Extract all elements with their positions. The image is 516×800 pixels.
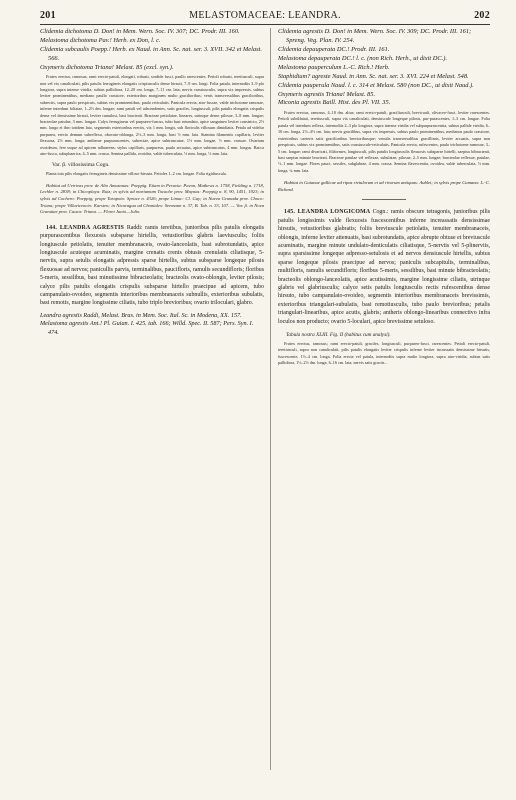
synonym-entry: Clidemia depauperata DC.! Prodr. III. 161. — [278, 45, 390, 53]
right-page-number: 202 — [474, 10, 490, 21]
species-description: Frutex erectus, ramosus; rami erecto-patuli, graciles, longiusculi, purpureo-fusci, rarescentes. Petioli erecto-patuli, teretiusculi, supra non canaliculati, pilis patulis elongatis leviter crispulis inferne leviter incrassatis densissime hirsutis, fuscescente, 1½–4 cm. longa. Folia erecta vel patula, internodiis supra multo longiora, supra atro-viridia, subtus satis pallidiora, 1½–2½ dm. longa, 6–16 cm. lata; nervis satis graciis... — [278, 341, 490, 366]
synonym-list — [278, 28, 490, 108]
synonym-entry: Clidemia pauperula Naud. l. c. 314 et Melast. 580 (non DC., ut dixit Naud.). — [278, 81, 474, 89]
synonym-entry: Clidemia dichotoma D. Don! in Mem. Wern. Soc. IV. 307; DC. Prodr. III. 160. — [40, 28, 240, 35]
left-page-number: 201 — [40, 10, 56, 21]
synonym-entry: Oxymeris dichotoma Triana! Melast. 85 (excl. syn.). — [40, 63, 174, 71]
synonym-list — [40, 28, 264, 72]
synonym-entry: Melastoma pauperculum L.-C. Rich.! Herb. — [278, 63, 390, 71]
species-description: Frutex erectus, ramosus, 4–10 dm. altus; rami erecto-patuli, graciliusculi, brevicauli, olivaceo-fusci, leviter rarescentes. Petioli subdilatati, teretiusculi, supra vix canaliculati, densiuscule longeque pilosis, pur-purascentes, 1–3 cm. longae. Folia patula vel interdum reflexa, internodiis 2–3 plo longiora, supra intense viridia vel subpurpurascentia, subtus pallide viridia, 6–10 cm. longa, 2½–4½ cm. lata; nervis gracilibus, supra vix impressis, subtus paulo prominentibus, medianos paulo crassiore, exterioribus caeteris satis gracilioribus brevioribusque; venulis transversalibus gracillimis, leviter arcuatis, supra non perspicuis, subtus vix prominentibus, satis crassiuscule-reticulatis. Panicula erecta, rufescentes, paulo trichotome ramosae, 3–5 cm. longae; rami divaricati, filiformes, longiusculi, pilis patulis longiusculis flexuosis subsparse hirtelli, saepius bibracteati, basi saepius minute bracteati. Bracteae patulae vel reflexae, subulatae, pilosae, 2–5 mm. longae; bracteolae reflexae, patulae, ½–1 mm. longae. Flores pauci, sessiles, subglabrae, 4 mm. crassa. Semina flavescentia, ovoidea, valde tuberculata, ⅓ mm. longa, ¼ mm. lata. — [278, 110, 490, 173]
species-entry-144 — [40, 224, 264, 308]
species-entry-145 — [278, 208, 490, 326]
synonym-entry: Staphidium? agreste Naud. in Ann. Sc. nat. ser. 3. XVI. 224 et Melast. 548. — [278, 72, 469, 80]
species-name: LEANDRA AGRESTIS — [59, 224, 127, 231]
variety-heading: Var. β. villosissima Cogn. — [52, 162, 110, 169]
species-number: 145. — [284, 209, 298, 216]
page-header — [40, 10, 490, 24]
species-number: 144. — [46, 224, 60, 231]
species-diagnosis: Raddi: ramis teretibus, junioribus pilis patulis elongatis purpurascentibus flexuosis subsparse hirtellis, vetustioribus glabris laeviusculis; foliis longiuscule petiolatis, tenuiter membranaceis, ovato-lanceolatis, basi subrotundatis, apice longiuscule acuteque acuminatis, margine crenatis crenis obtusis crenulatis ciliatisque, 5-nerviis, supra setulis elongatis adpressis sparse hirtellis, subtus subsparse longeque pilosis flexuosae ad nervos; panicullis parvis, terminalibus, paucifloris, ramulis secundifloris; floribus 5-meris, sessilibus, basi minutissime bibracteolatis; bracteolis ovato-oblongis, leviter pilosis; calyce pilis patulis elongatis crispulis subsparse hirtello praecipue ad apicem, tubo campanulato-ovoideo, segmentis interioribus membranaceis subnullis, exterioribus subulatis, basi remotis, margine longissime ciliatis, tubo triplo brevioribus; ovario triloculari, glabro. — [40, 224, 264, 307]
plate-reference: Tabula nostra XLIII. Fig. II (habitus cum analysi). — [286, 332, 391, 339]
left-column — [40, 28, 264, 774]
habitat-note: Habitat ad Uvirivas prov. de Alto Amazonas: Poeppig. Etiam in Peruvia: Pavon, Mathews n. 1758, Fielding n. 1718, Lechler n. 2838; in Chicoplaya: Ruiz; in sylvis ad mariamum Tocache prov. Maynas: Poeppig n. 8, 90, 1451, 1923; in sylvis ad Cochero: Poeppig; prope Tarapoto: Spruce n. 4326; prope Limac: Cl. Gay; in Nueva Granada prov. Choco: Triana; prope Villavicencio: Karsten; in Nicaragua ad Chontales: Seemann n. 37, B. Tab. n. 33, 107. — Var. β. in Nova Granatae prov. Cauca: Triana. — Floret Junio—Julio. — [40, 182, 264, 215]
header-rule — [40, 24, 490, 25]
synonym-entry: Clidemia subcaulis Poepp.! Herb. ex Naud. in Ann. Sc. nat. ser. 3. XVII. 342 et Melast. 566. — [40, 45, 262, 62]
running-title: MELASTOMACEAE: LEANDRA. — [189, 10, 341, 21]
synonym-entry: Melastoma depauperata DC.! l. c. (non Rich. Herb., ut dixit DC.). — [278, 54, 447, 62]
species-name: LEANDRA LONGICOMA — [297, 209, 373, 216]
species-diagnosis: Cogn.: ramis obscure tetragonis, junioribus pilis patulis longissimis valde flexuosis fuscescentibus inferne increassatis densissimae hirsutis, vetustioribus glabratis; foliis breviuscule petiolatis, tenuiter membranaceis, oblongis, inferne leviter attenuatis, basi subrotundatis, apice abrupte obtuse et breviuscule acuminatis, margine minute undulato-denticulatis ciliatisque, 5-nerviis vel 5-plinerviis, supra sparsissime longeque adpresso-setulosis et ad nervos densiuscule hirtellis, subtus sparse longeque pilosis praecipue ad nervos; paniculis subcapitulis, terminalibus, multifloris, ramulis secundifloris; floribus 5-meris, sessilibus, basi minute bibracteolatis; bracteolis oblongo-lanceolatis, apice acutissimis, margine longissime ciliatis, utrinque glabris vel glabriusculis; calyce setis patulis longiusculis rectis rufescentibus dense hirsuto, tubo campanulato-ovoideo, segmentis interioribus membranaceis brevissimis, exterioribus triangulari-subulatis, basi remotiusculis, tubo paulo brevioribus; petalis triangulari-linearibus, apice acutis, glabris; antheris oblongo-linearibus connectivo infra loculos non producto; ovario 5-loculari, apice brevissime setuloso. — [278, 209, 490, 325]
habitat-note: Habitat in Guianae gallicae ad ripas riviulorum et ad rivorum antiquus: Aublet; in sylvis prope Cumana: L.-C. Richard. — [278, 180, 490, 192]
right-column — [278, 28, 490, 774]
column-divider — [270, 28, 271, 770]
reference-entry: Melastoma agrestis Ant.! Pl. Guian. I. 425. tab. 166; Willd. Spec. II. 587; Pers. Syn. I. 474. — [40, 320, 254, 337]
synonym-entry: Melastoma dichotoma Pav.! Herb. ex Don, l. c. — [40, 36, 161, 44]
species-references — [40, 312, 264, 338]
synonym-entry: Miconia agrestis Baill. Hist. des Pl. VII. 35. — [278, 99, 391, 107]
reference-entry: Leandra agrestis Raddi, Melast. Bras. in Mem. Soc. Ital. Sc. in Modena, XX. 157. — [40, 311, 242, 319]
species-description: Frutex erectus, ramosus; rami erecto-patuli, elongati, robusti, sordide fusci, paullo rarescentes. Petioli robusti, teretiusculi, supra non vel vix canaliculati, pilis patulis ferrugineis elongatis crispiusculis dense hirsuti, 7–9 cm. longi. Folia patula, internodiis 3–9 plo longiora, supra intense viridia, subtus pallidiora, 12–20 cm. longa, 7–11 cm. lata; nervis crassiusculis, supra vix impressis, subtus leviter prominentibus, mediano paullo crassiore, exterioribus marginem multo gracilioribus; venis transversalibus gracilioribus, subrectis, supra paulo perspicuis, subtus vix prominentibus, paulo reticulatis. Panicula erecta, atro-fuscae, valde trichotome ramosae, inferne interdum foliatae, 1–2½ dm. longae; rami patuli vel adscendentes, satis graciles, longiusculi, pilis patulis elongatis crispulis dense vel densissime hirsuti, leviter ramulosi, basi bracteati. Bracteae petiolatae, lineares, utrinque dense pilosae, 3–8 mm. longae; bracteolae patulae, 3 mm. longae. Calyx ferrugineus vel purpureo-fuscus, tubo basi rotundato, apice sanguineo leviter constricto, 2½ mm. longo et ibro totidem lato, segmentis exterioribus erectis, vix 1 mm. longis, sub floriculis villosum dimidiatis. Petala ad videlur purpurea, erecto demum subreflexa, obovato-oblonga, 2½–3 mm. longa, basi ½ mm. lata. Stamina filamentis capillaris, leviter flexuosa, 2½ mm. longa; antherae purpurascentes, subrectae, apice subtruncatae, 1½ mm. longae, ½ mm. crassae. Ovarium ovoideum, fere usque ad apicem adhaerens; stylus capillaris, purpureus, paulo arcuatus, apice subtruncatus, 4 mm. longus. Bacca atro-fusca, subsphaerica, 4–5 mm. crassa. Semina pallida, ovoidea, valde tuberculata, ½ mm. longa, ⅓ mm. lata. — [40, 74, 264, 157]
synonym-entry: Clidemia agrestis D. Don! in Mem. Wern. Soc. IV. 309; DC. Prodr. III. 161; Spreng. Veg. Plan. IV. 254. — [278, 28, 472, 44]
variety-description: Planta tota pilis elongatis ferrugineis densissime villoso-hirsuta. Petioles 1–2 cm. longae. Folia rigidiuscula. — [46, 171, 227, 177]
section-separator — [362, 199, 406, 200]
synonym-entry: Oxymeris agrestis Triana! Melast. 85. — [278, 90, 376, 98]
